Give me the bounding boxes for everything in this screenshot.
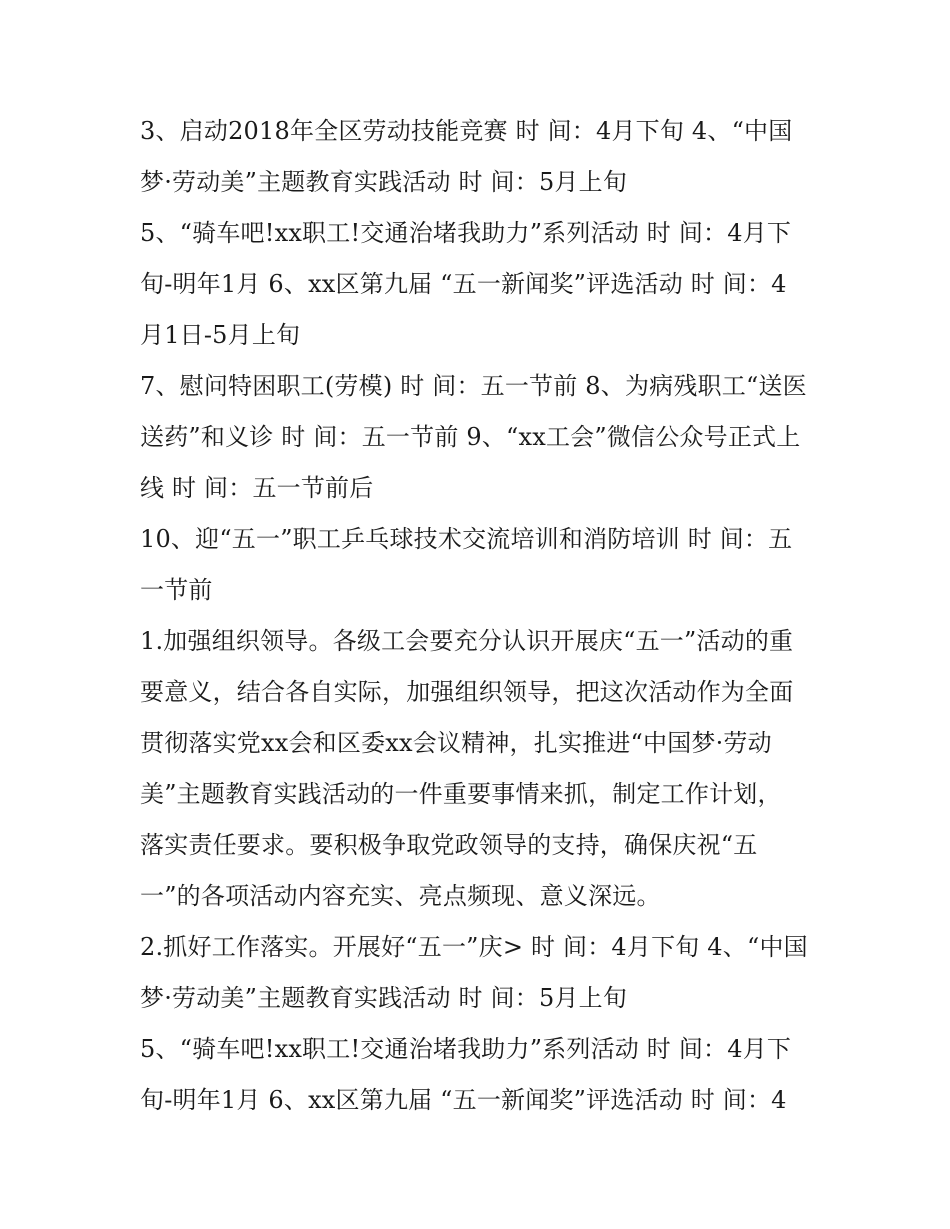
text-line: 落实责任要求。要积极争取党政领导的支持，确保庆祝“五 [140, 831, 758, 859]
text-line: 5、“骑车吧!xx职工!交通治堵我助力”系列活动 时 间：4月下 [140, 1035, 792, 1063]
text-line: 1.加强组织领导。各级工会要充分认识开展庆“五一”活动的重 [140, 627, 794, 655]
text-line: 月1日-5月上旬 [140, 321, 301, 349]
text-line: 5、“骑车吧!xx职工!交通治堵我助力”系列活动 时 间：4月下 [140, 219, 792, 247]
text-line: 送药”和义诊 时 间：五一节前 9、“xx工会”微信公众号正式上 [140, 423, 801, 451]
text-line: 线 时 间：五一节前后 [140, 474, 374, 502]
text-line: 贯彻落实党xx会和区委xx会议精神，扎实推进“中国梦·劳动 [140, 729, 772, 757]
text-line: 梦·劳动美”主题教育实践活动 时 间：5月上旬 [140, 984, 628, 1012]
text-line: 旬-明年1月 6、xx区第九届 “五一新闻奖”评选活动 时 间：4 [140, 1086, 787, 1114]
text-line: 梦·劳动美”主题教育实践活动 时 间：5月上旬 [140, 168, 628, 196]
text-line: 一”的各项活动内容充实、亮点频现、意义深远。 [140, 882, 661, 910]
text-line: 美”主题教育实践活动的一件重要事情来抓，制定工作计划， [140, 780, 782, 808]
text-line: 10、迎“五一”职工乒乓球技术交流培训和消防培训 时 间：五 [140, 525, 793, 553]
text-line: 3、启动2018年全区劳动技能竞赛 时 间：4月下旬 4、“中国 [140, 117, 793, 145]
text-line: 一节前 [140, 576, 213, 604]
text-line: 2.抓好工作落实。开展好“五一”庆> 时 间：4月下旬 4、“中国 [140, 933, 808, 961]
document-body [140, 106, 820, 1126]
text-line: 要意义，结合各自实际，加强组织领导，把这次活动作为全面 [140, 678, 794, 706]
text-line: 旬-明年1月 6、xx区第九届 “五一新闻奖”评选活动 时 间：4 [140, 270, 787, 298]
text-line: 7、慰问特困职工(劳模) 时 间：五一节前 8、为病残职工“送医 [140, 372, 807, 400]
